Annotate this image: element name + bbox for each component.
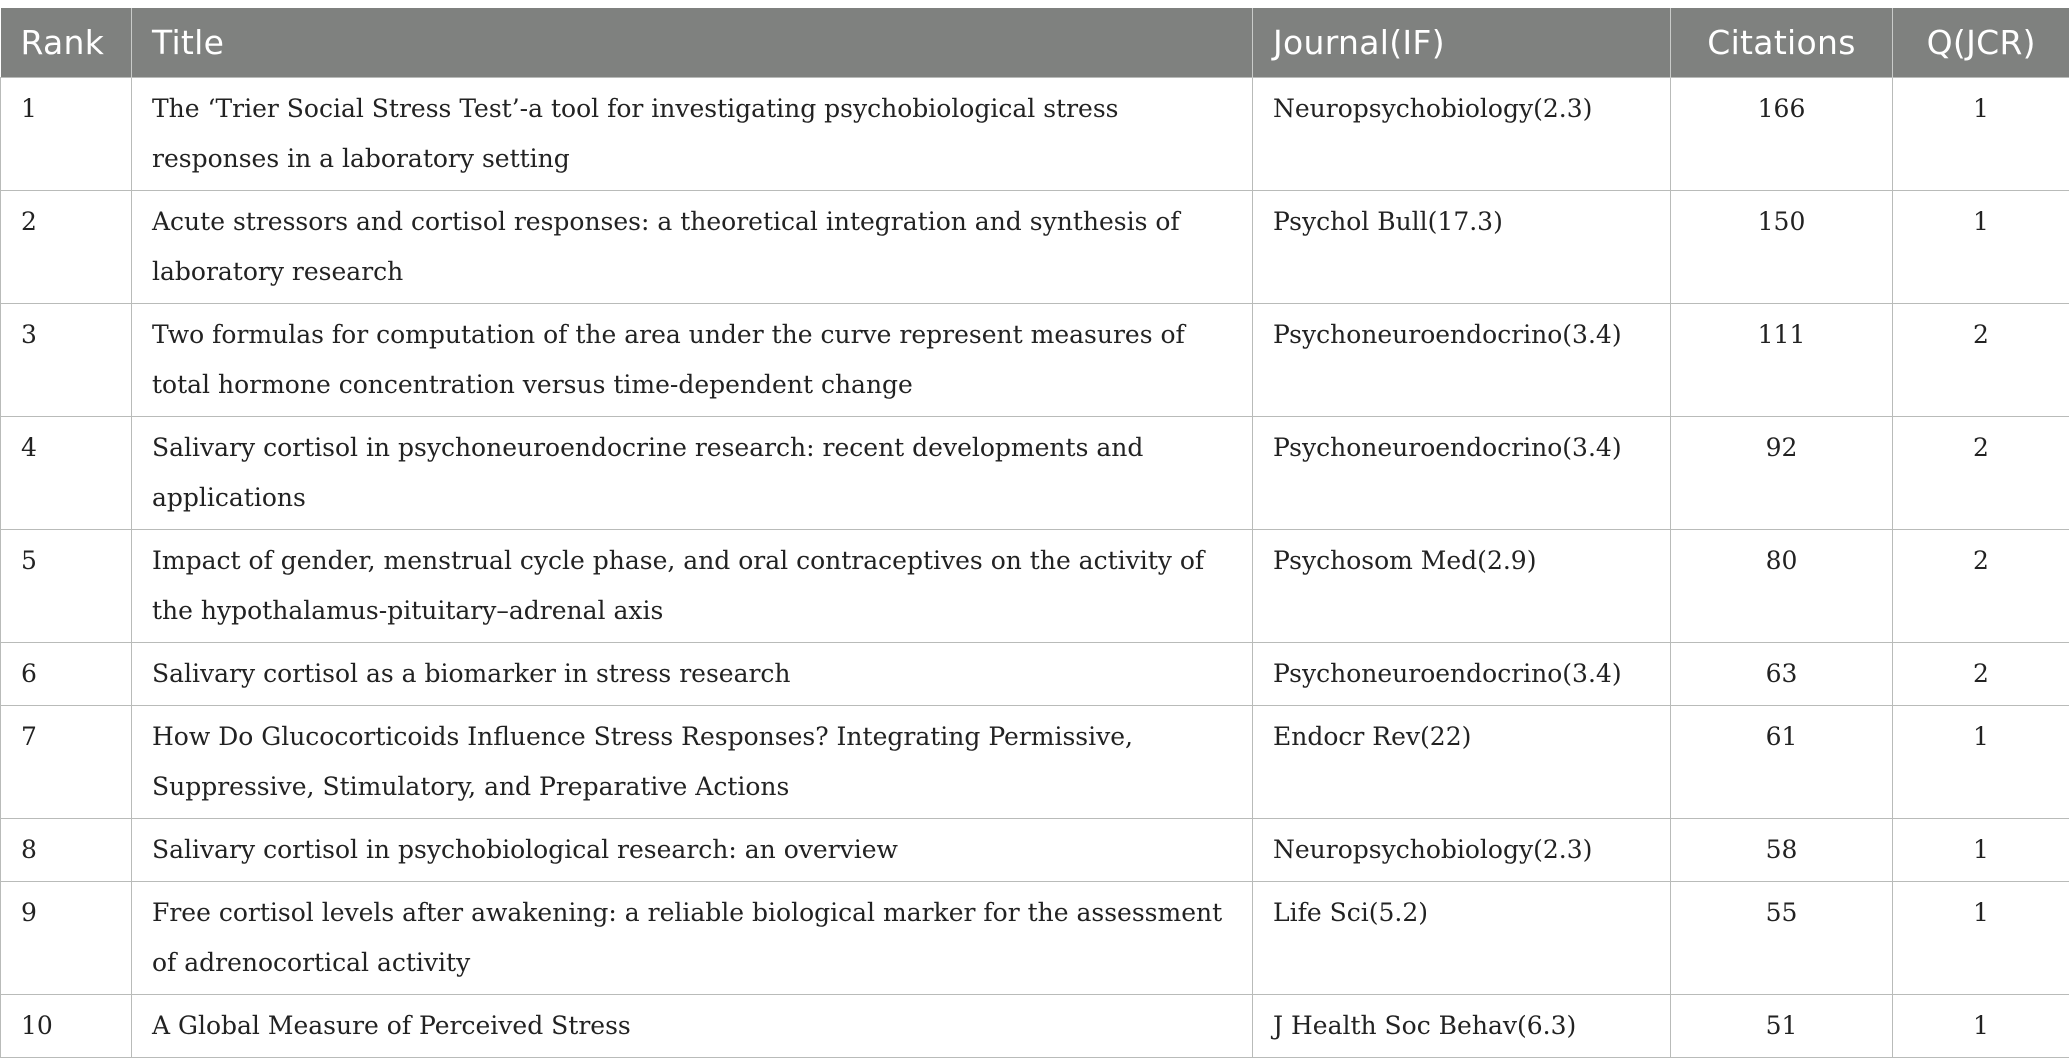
cell-q-jcr: 2 [1893, 642, 2069, 705]
cell-rank: 10 [1, 994, 132, 1057]
cell-title: Free cortisol levels after awakening: a reliable biological marker for the assessment of adrenocortical activity [132, 881, 1253, 994]
table-row [1, 190, 2069, 303]
table-row [1, 77, 2069, 190]
cell-rank: 1 [1, 77, 132, 190]
cell-journal: Psychoneuroendocrino(3.4) [1253, 642, 1671, 705]
cell-citations: 150 [1671, 190, 1893, 303]
table-body [1, 77, 2069, 1057]
cell-title: Salivary cortisol in psychoneuroendocrine research: recent developments and applications [132, 416, 1253, 529]
cell-journal: Psychol Bull(17.3) [1253, 190, 1671, 303]
header-rank: Rank [1, 8, 132, 77]
cell-citations: 51 [1671, 994, 1893, 1057]
cell-title: How Do Glucocorticoids Influence Stress Responses? Integrating Permissive, Suppressive, Stimulatory, and Preparative Actions [132, 705, 1253, 818]
cell-citations: 63 [1671, 642, 1893, 705]
header-title: Title [132, 8, 1253, 77]
header-journal: Journal(IF) [1253, 8, 1671, 77]
cell-q-jcr: 2 [1893, 529, 2069, 642]
cell-q-jcr: 1 [1893, 994, 2069, 1057]
cell-citations: 166 [1671, 77, 1893, 190]
cell-journal: Neuropsychobiology(2.3) [1253, 818, 1671, 881]
cell-q-jcr: 2 [1893, 303, 2069, 416]
cell-citations: 92 [1671, 416, 1893, 529]
cell-q-jcr: 1 [1893, 77, 2069, 190]
cell-journal: Endocr Rev(22) [1253, 705, 1671, 818]
table-row [1, 994, 2069, 1057]
table-row [1, 881, 2069, 994]
cell-rank: 7 [1, 705, 132, 818]
table-row [1, 705, 2069, 818]
cell-title: Salivary cortisol in psychobiological research: an overview [132, 818, 1253, 881]
cell-title: Salivary cortisol as a biomarker in stress research [132, 642, 1253, 705]
cell-q-jcr: 1 [1893, 705, 2069, 818]
cell-journal: Life Sci(5.2) [1253, 881, 1671, 994]
cell-rank: 8 [1, 818, 132, 881]
cell-citations: 61 [1671, 705, 1893, 818]
header-citations: Citations [1671, 8, 1893, 77]
cell-title: Two formulas for computation of the area under the curve represent measures of total hormone concentration versus time-dependent change [132, 303, 1253, 416]
cell-rank: 2 [1, 190, 132, 303]
cell-journal: Neuropsychobiology(2.3) [1253, 77, 1671, 190]
table-row [1, 642, 2069, 705]
cell-title: Impact of gender, menstrual cycle phase, and oral contraceptives on the activity of the hypothalamus-pituitary–adrenal axis [132, 529, 1253, 642]
cell-title: Acute stressors and cortisol responses: a theoretical integration and synthesis of laboratory research [132, 190, 1253, 303]
header-row [1, 8, 2069, 77]
cell-citations: 58 [1671, 818, 1893, 881]
table-row [1, 416, 2069, 529]
top-cited-papers-table [0, 8, 2069, 1058]
cell-journal: Psychoneuroendocrino(3.4) [1253, 303, 1671, 416]
cell-q-jcr: 1 [1893, 818, 2069, 881]
header-q-jcr: Q(JCR) [1893, 8, 2069, 77]
cell-title: The ‘Trier Social Stress Test’-a tool for investigating psychobiological stress responses in a laboratory setting [132, 77, 1253, 190]
cell-citations: 111 [1671, 303, 1893, 416]
cell-q-jcr: 1 [1893, 190, 2069, 303]
cell-rank: 4 [1, 416, 132, 529]
cell-citations: 80 [1671, 529, 1893, 642]
cell-journal: Psychosom Med(2.9) [1253, 529, 1671, 642]
cell-rank: 6 [1, 642, 132, 705]
cell-journal: J Health Soc Behav(6.3) [1253, 994, 1671, 1057]
cell-q-jcr: 1 [1893, 881, 2069, 994]
table-header [1, 8, 2069, 77]
cell-citations: 55 [1671, 881, 1893, 994]
table-row [1, 818, 2069, 881]
cell-q-jcr: 2 [1893, 416, 2069, 529]
cell-rank: 9 [1, 881, 132, 994]
table-row [1, 529, 2069, 642]
cell-journal: Psychoneuroendocrino(3.4) [1253, 416, 1671, 529]
citations-table-wrapper [0, 8, 2069, 1058]
cell-rank: 5 [1, 529, 132, 642]
cell-rank: 3 [1, 303, 132, 416]
cell-title: A Global Measure of Perceived Stress [132, 994, 1253, 1057]
table-row [1, 303, 2069, 416]
